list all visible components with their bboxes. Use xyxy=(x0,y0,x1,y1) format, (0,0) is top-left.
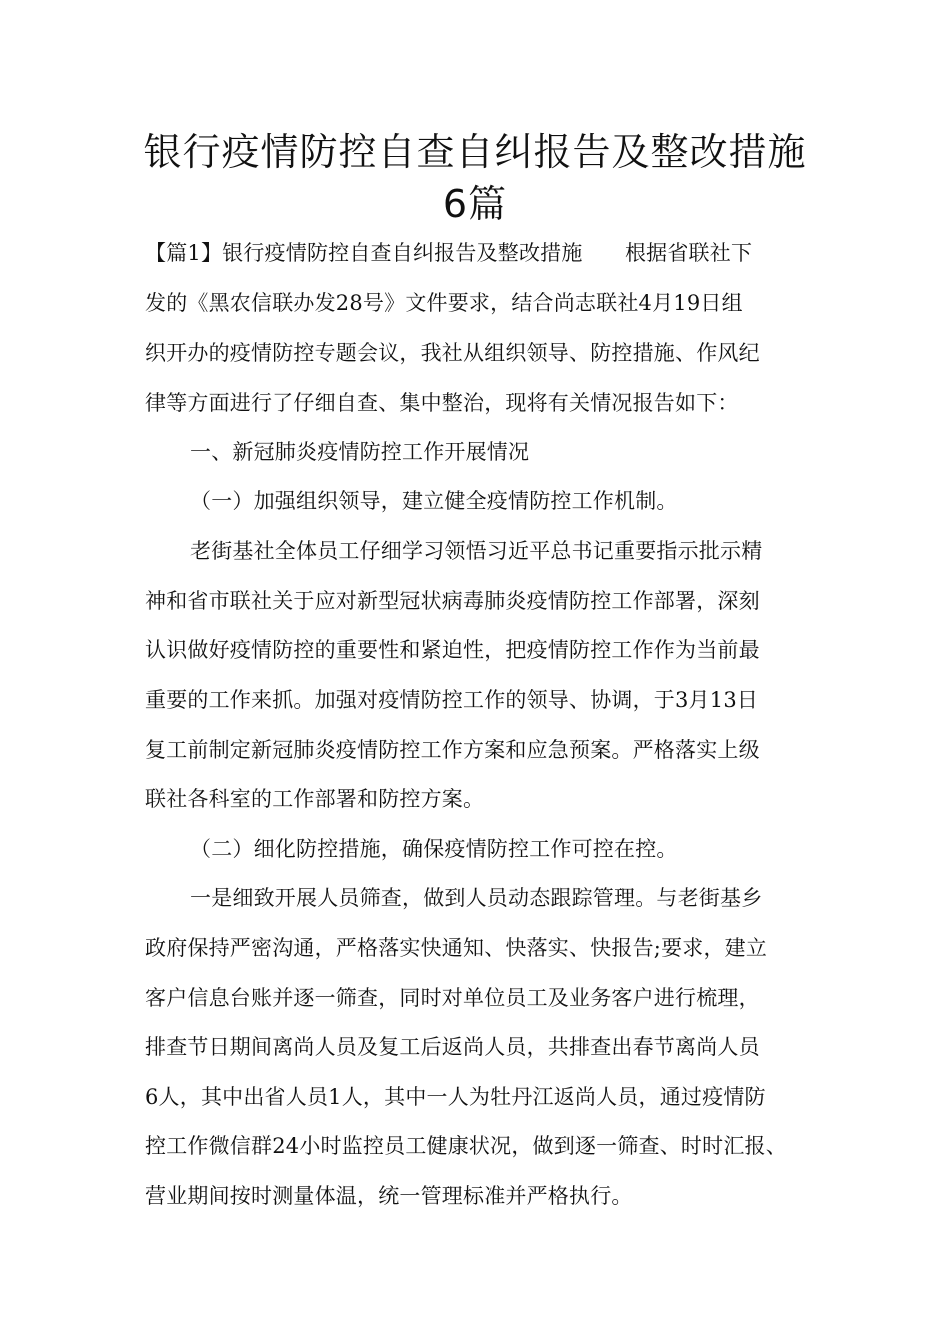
paragraph-line: 律等方面进行了仔细自查、集中整治，现将有关情况报告如下： xyxy=(145,391,739,415)
paragraph-line: 复工前制定新冠肺炎疫情防控工作方案和应急预案。严格落实上级 xyxy=(145,738,760,762)
document-title-line-1: 银行疫情防控自查自纠报告及整改措施 xyxy=(143,130,807,174)
paragraph-line: 认识做好疫情防控的重要性和紧迫性，把疫情防控工作作为当前最 xyxy=(145,638,760,662)
subsection-heading: （一）加强组织领导，建立健全疫情防控工作机制。 xyxy=(190,489,678,513)
paragraph-line: 一是细致开展人员筛查，做到人员动态跟踪管理。与老街基乡 xyxy=(190,886,763,910)
paragraph-line: 老街基社全体员工仔细学习领悟习近平总书记重要指示批示精 xyxy=(190,539,763,563)
paragraph-line: 联社各科室的工作部署和防控方案。 xyxy=(145,787,485,811)
paragraph-line: 6人，其中出省人员1人，其中一人为牡丹江返尚人员，通过疫情防 xyxy=(145,1085,766,1109)
subsection-heading: （二）细化防控措施，确保疫情防控工作可控在控。 xyxy=(190,837,678,861)
paragraph-line: 政府保持严密沟通，严格落实快通知、快落实、快报告;要求，建立 xyxy=(145,936,768,960)
paragraph-line: 客户信息台账并逐一筛查，同时对单位员工及业务客户进行梳理， xyxy=(145,986,760,1010)
paragraph-line: 控工作微信群24小时监控员工健康状况，做到逐一筛查、时时汇报、 xyxy=(145,1134,787,1158)
paragraph-line: 营业期间按时测量体温，统一管理标准并严格执行。 xyxy=(145,1184,633,1208)
paragraph-line: 排查节日期间离尚人员及复工后返尚人员，共排查出春节离尚人员 xyxy=(145,1035,760,1059)
paragraph-line: 【篇1】银行疫情防控自查自纠报告及整改措施 根据省联社下 xyxy=(145,241,753,265)
section-heading: 一、新冠肺炎疫情防控工作开展情况 xyxy=(190,440,530,464)
document-title-line-2: 6篇 xyxy=(442,182,508,226)
paragraph-line: 重要的工作来抓。加强对疫情防控工作的领导、协调，于3月13日 xyxy=(145,688,759,712)
paragraph-line: 发的《黑农信联办发28号》文件要求，结合尚志联社4月19日组 xyxy=(145,291,743,315)
paragraph-line: 织开办的疫情防控专题会议，我社从组织领导、防控措施、作风纪 xyxy=(145,341,760,365)
paragraph-line: 神和省市联社关于应对新型冠状病毒肺炎疫情防控工作部署，深刻 xyxy=(145,589,760,613)
